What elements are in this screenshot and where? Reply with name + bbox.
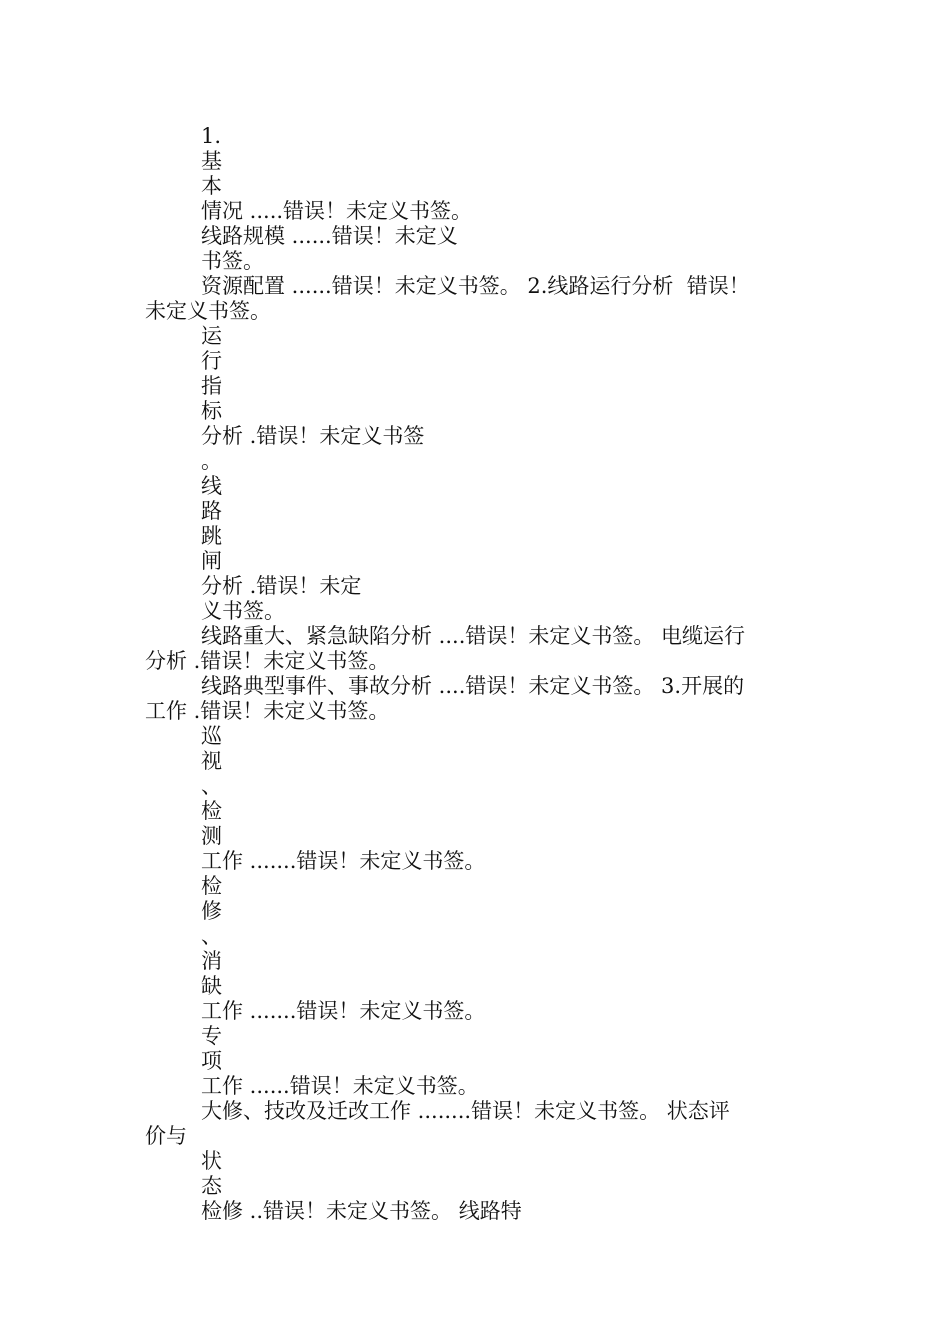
toc-line: 缺: [201, 974, 222, 998]
toc-line: 线路规模 ......错误！未定义: [201, 224, 458, 248]
toc-line: 工作 .......错误！未定义书签。: [201, 849, 486, 873]
toc-line: 、: [201, 774, 222, 798]
toc-line: 线: [201, 474, 222, 498]
toc-line: 检: [201, 799, 222, 823]
toc-line: 标: [201, 399, 222, 423]
toc-line: 状: [201, 1149, 222, 1173]
toc-line: 巡: [201, 724, 222, 748]
toc-line: 情况 .....错误！未定义书签。: [201, 199, 473, 223]
toc-line: 未定义书签。: [145, 299, 271, 323]
toc-line: 分析 .错误！未定义书签。: [145, 649, 390, 673]
toc-line: 消: [201, 949, 222, 973]
toc-line: 分析 .错误！未定: [201, 574, 362, 598]
toc-line: 、: [201, 924, 222, 948]
toc-line: 运: [201, 324, 222, 348]
toc-line: 行: [201, 349, 222, 373]
toc-line: 视: [201, 749, 222, 773]
toc-line: 价与: [145, 1124, 187, 1148]
toc-line: 跳: [201, 524, 222, 548]
toc-line: 路: [201, 499, 222, 523]
toc-line: 线路重大、紧急缺陷分析 ....错误！未定义书签。 电缆运行: [201, 624, 746, 648]
toc-line: 闸: [201, 549, 222, 573]
toc-line: 测: [201, 824, 222, 848]
toc-line: 本: [201, 174, 222, 198]
toc-line: 指: [201, 374, 222, 398]
toc-line: 工作 .错误！未定义书签。: [145, 699, 390, 723]
toc-line: 资源配置 ......错误！未定义书签。 2.线路运行分析 错误！: [201, 274, 750, 298]
toc-line: 工作 ......错误！未定义书签。: [201, 1074, 479, 1098]
toc-line: 检: [201, 874, 222, 898]
toc-line: 分析 .错误！未定义书签: [201, 424, 425, 448]
toc-line: 工作 .......错误！未定义书签。: [201, 999, 486, 1023]
toc-line: 1.: [201, 124, 222, 148]
toc-line: 大修、技改及迁改工作 ........错误！未定义书签。 状态评: [201, 1099, 730, 1123]
toc-line: 专: [201, 1024, 222, 1048]
toc-line: 项: [201, 1049, 222, 1073]
toc-line: 线路典型事件、事故分析 ....错误！未定义书签。 3.开展的: [201, 674, 745, 698]
toc-line: 修: [201, 899, 222, 923]
toc-line: 义书签。: [201, 599, 285, 623]
toc-line: 书签。: [201, 249, 264, 273]
toc-line: 态: [201, 1174, 222, 1198]
toc-line: 检修 ..错误！未定义书签。 线路特: [201, 1199, 522, 1223]
toc-line: 。: [201, 449, 222, 473]
toc-line: 基: [201, 149, 222, 173]
